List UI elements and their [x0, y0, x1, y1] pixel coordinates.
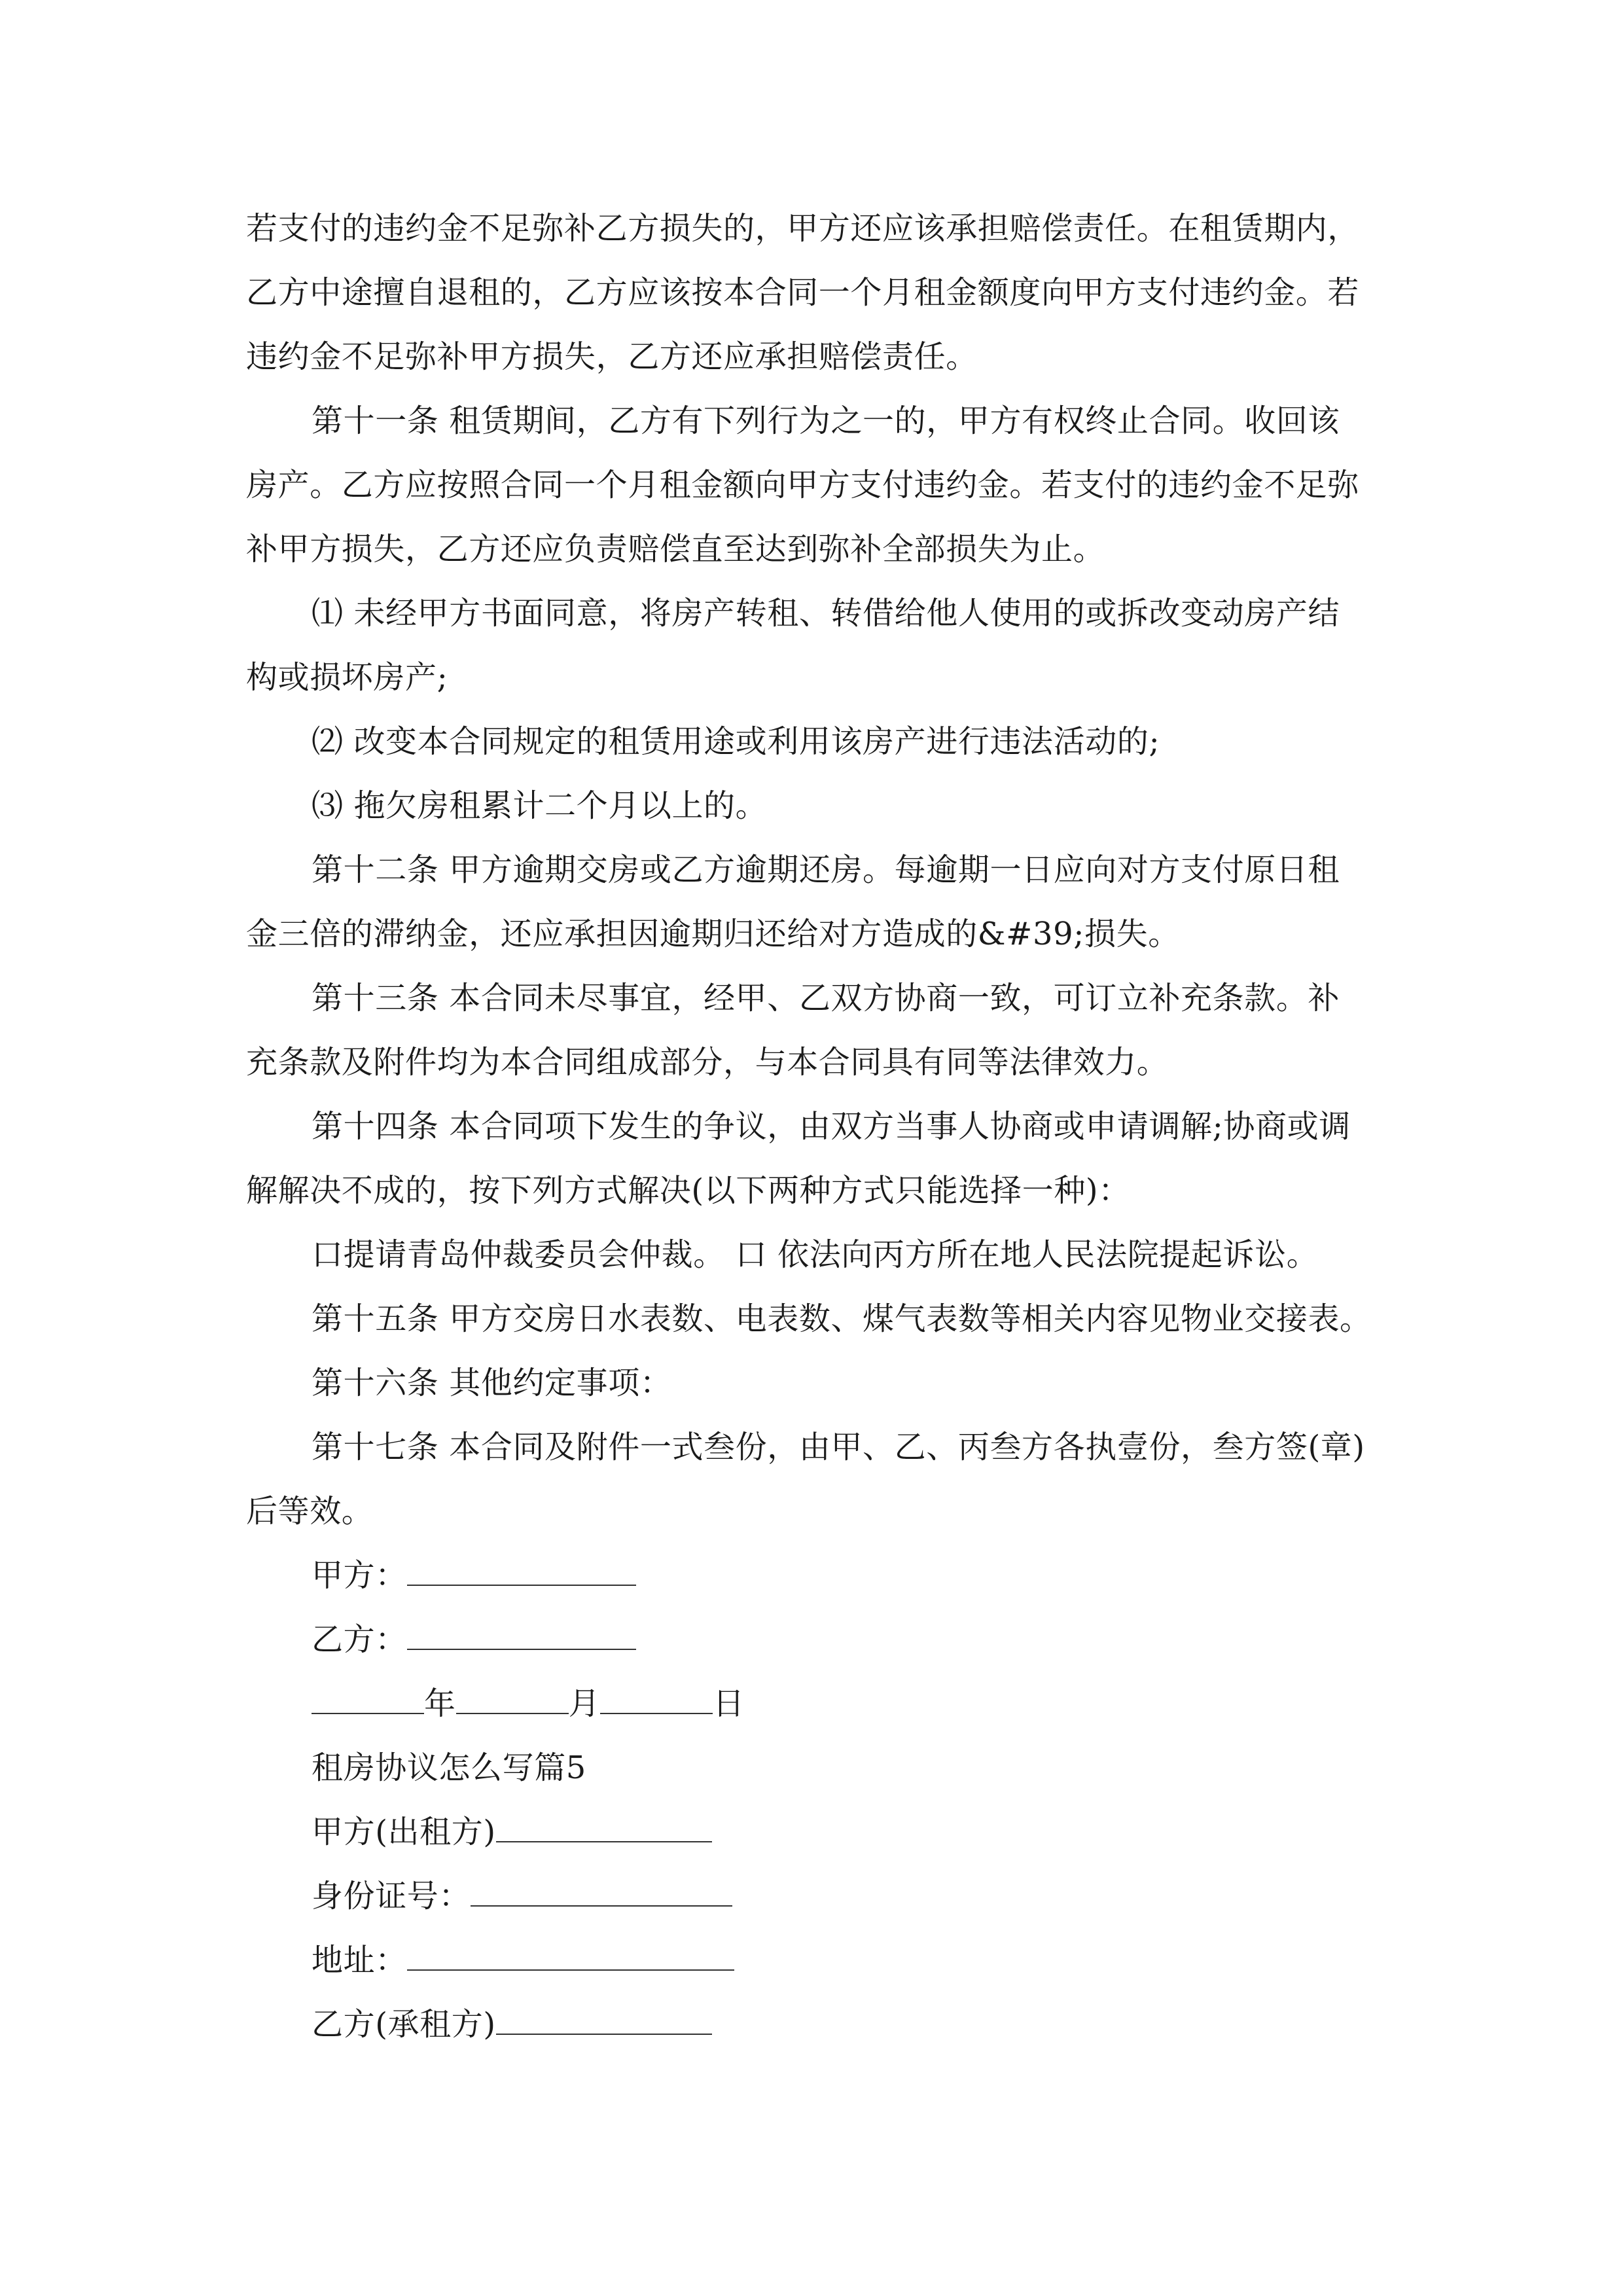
- paragraph-line: 解解决不成的，按下列方式解决(以下两种方式只能选择一种)：: [246, 1172, 1130, 1209]
- paragraph-line: 后等效。: [246, 1493, 374, 1530]
- paragraph-line: 充条款及附件均为本合同组成部分，与本合同具有同等法律效力。: [246, 1044, 1169, 1081]
- id-number-label: 身份证号：: [312, 1878, 471, 1914]
- address-blank: [407, 1943, 734, 1971]
- article-14-line: 第十四条 本合同项下发生的争议，由双方当事人协商或申请调解;协商或调: [312, 1108, 1351, 1145]
- clause-1-line: ⑴ 未经甲方书面同意，将房产转租、转借给他人使用的或拆改变动房产结: [312, 595, 1340, 632]
- lessor-row: [246, 1800, 1398, 1864]
- lessor-label: 甲方(出租方): [312, 1814, 496, 1850]
- paragraph-line: 若支付的违约金不足弥补乙方损失的，甲方还应该承担赔偿责任。在租赁期内，: [246, 210, 1360, 247]
- lessee-row: [246, 1992, 1398, 2056]
- article-12-line: 第十二条 甲方逾期交房或乙方逾期还房。每逾期一日应向对方支付原日租: [312, 852, 1340, 888]
- article-13-line: 第十三条 本合同未尽事宜，经甲、乙双方协商一致，可订立补充条款。补: [312, 980, 1340, 1016]
- party-b-label: 乙方：: [312, 1621, 407, 1658]
- article-16-line: 第十六条 其他约定事项：: [312, 1365, 672, 1401]
- section-title: 租房协议怎么写篇5: [312, 1749, 586, 1786]
- lessor-blank: [496, 1815, 712, 1842]
- year-label: 年: [424, 1685, 456, 1722]
- lessee-blank: [496, 2007, 712, 2035]
- party-a-label: 甲方：: [312, 1557, 407, 1594]
- paragraph-line: 金三倍的滞纳金，还应承担因逾期归还给对方造成的&#39;损失。: [246, 916, 1180, 952]
- document-body: [246, 196, 1398, 2056]
- month-label: 月: [568, 1685, 601, 1722]
- day-blank: [600, 1687, 713, 1714]
- party-b-signature-row: [246, 1607, 1398, 1672]
- paragraph-line: 补甲方损失，乙方还应负责赔偿直至达到弥补全部损失为止。: [246, 531, 1105, 567]
- day-label: 日: [713, 1685, 745, 1722]
- year-blank: [312, 1687, 424, 1714]
- clause-3-line: ⑶ 拖欠房租累计二个月以上的。: [312, 787, 768, 824]
- paragraph-line: 乙方中途擅自退租的，乙方应该按本合同一个月租金额度向甲方支付违约金。若: [246, 274, 1360, 311]
- party-a-signature-row: [246, 1543, 1398, 1607]
- clause-2-line: ⑵ 改变本合同规定的租赁用途或利用该房产进行违法活动的;: [312, 723, 1160, 760]
- party-a-signature-blank: [407, 1558, 636, 1586]
- month-blank: [456, 1687, 569, 1714]
- paragraph-line: 构或损坏房产;: [246, 659, 448, 696]
- article-15-line: 第十五条 甲方交房日水表数、电表数、煤气表数等相关内容见物业交接表。: [312, 1300, 1372, 1337]
- arbitration-options-line: 口提请青岛仲裁委员会仲裁。 口 依法向丙方所在地人民法院提起诉讼。: [312, 1236, 1319, 1273]
- paragraph-line: 违约金不足弥补甲方损失，乙方还应承担赔偿责任。: [246, 338, 978, 375]
- article-11-line: 第十一条 租赁期间，乙方有下列行为之一的，甲方有权终止合同。收回该: [312, 403, 1340, 439]
- paragraph-line: 房产。乙方应按照合同一个月租金额向甲方支付违约金。若支付的违约金不足弥: [246, 467, 1360, 503]
- date-row: [246, 1672, 1398, 1736]
- id-number-blank: [471, 1879, 732, 1907]
- lessee-label: 乙方(承租方): [312, 2006, 496, 2043]
- id-number-row: [246, 1864, 1398, 1928]
- address-label: 地址：: [312, 1942, 407, 1979]
- address-row: [246, 1928, 1398, 1992]
- party-b-signature-blank: [407, 1623, 636, 1650]
- article-17-line: 第十七条 本合同及附件一式叁份，由甲、乙、丙叁方各执壹份，叁方签(章): [312, 1429, 1365, 1465]
